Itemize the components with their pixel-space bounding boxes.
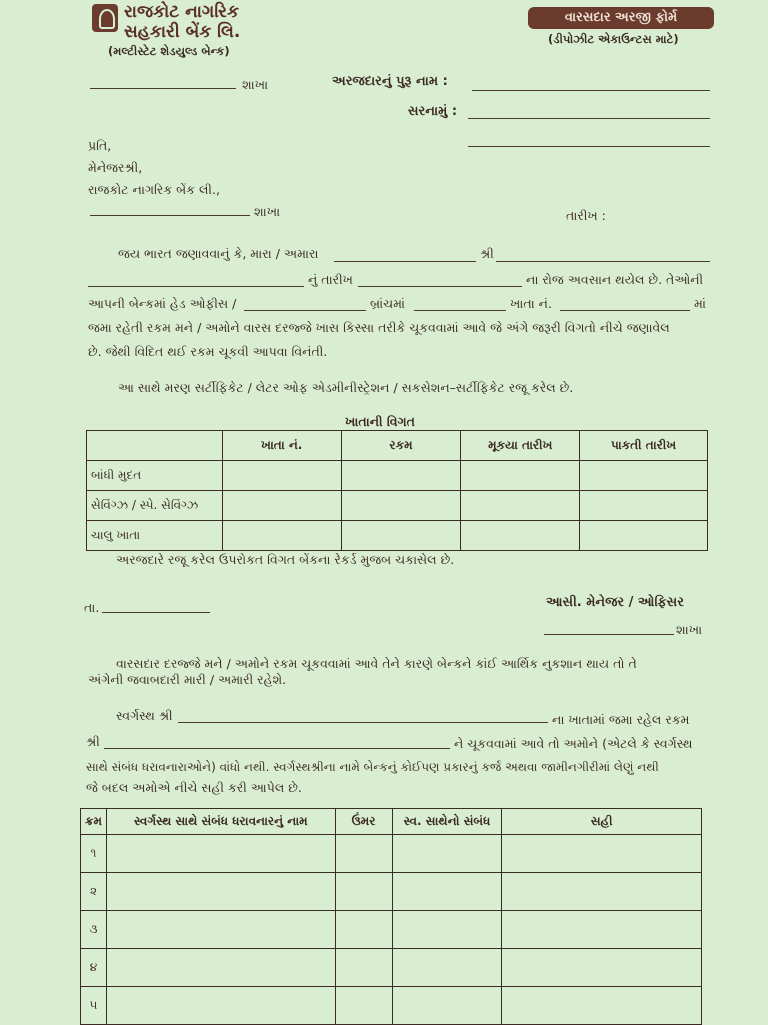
heirs-cell[interactable] — [392, 873, 502, 911]
deceased-name-field-2[interactable] — [88, 286, 304, 287]
address-label: સરનામું : — [408, 104, 458, 119]
heirs-cell[interactable] — [335, 873, 392, 911]
heirs-serial: ૧ — [81, 835, 107, 873]
officer-branch-label: શાખા — [676, 622, 703, 637]
bank-logo-icon — [92, 4, 118, 32]
heirs-serial: ૩ — [81, 911, 107, 949]
table-row — [87, 521, 708, 551]
account-cell[interactable] — [461, 461, 580, 491]
officer-label: આસી. મેનેજર / ઓફિસર — [546, 595, 684, 610]
account-row-label: બાંધી મુદત — [87, 461, 223, 491]
account-no-field[interactable] — [560, 310, 690, 311]
heirs-cell[interactable] — [335, 835, 392, 873]
relation-name-field[interactable] — [334, 261, 476, 262]
para1-d: ના રોજ અવસાન થયેલ છે. તેઓની — [526, 272, 704, 287]
payee-name-field[interactable] — [104, 748, 450, 749]
undertaking-line4-b: ને ચૂકવવામાં આવે તો અમોને (એટલે કે સ્વર્ગસ્થ — [454, 736, 693, 751]
account-cell[interactable] — [580, 521, 708, 551]
bank-subtitle: (મલ્ટીસ્ટેટ શેડયુલ્ડ બેન્ક) — [108, 44, 230, 58]
para1-e: આપની બેન્કમાં હેડ ઓફીસ / — [88, 296, 237, 311]
account-cell[interactable] — [580, 461, 708, 491]
heirs-cell[interactable] — [106, 987, 335, 1025]
head-office-field[interactable] — [244, 310, 366, 311]
table-row — [81, 949, 702, 987]
undertaking-line3-a: સ્વર્ગસ્થ શ્રી — [116, 708, 173, 723]
table-row — [81, 873, 702, 911]
heirs-th-relation: સ્વ. સાથેનો સંબંધ — [392, 809, 502, 835]
table-row — [87, 491, 708, 521]
heirs-th-name: સ્વર્ગસ્થ સાથે સંબંધ ધરાવનારનું નામ — [106, 809, 335, 835]
account-table-caption: ખાતાની વિગત — [345, 414, 415, 429]
para1-c: નું તારીખ — [308, 272, 353, 287]
verify-date-label: તા. — [84, 600, 100, 615]
to-line1: પ્રતિ, — [88, 138, 112, 153]
account-cell[interactable] — [341, 461, 461, 491]
heirs-serial: ૪ — [81, 949, 107, 987]
account-cell[interactable] — [341, 491, 461, 521]
heirs-cell[interactable] — [502, 949, 702, 987]
to-branch-label: શાખા — [254, 204, 281, 219]
heirs-th-age: ઉંમર — [335, 809, 392, 835]
heirs-table — [80, 808, 702, 1025]
heirs-cell[interactable] — [106, 911, 335, 949]
account-row-label: સેવિંગ્ઝ / સ્પે. સેવિંગ્ઝ — [87, 491, 223, 521]
heirs-th-signature: સહી — [502, 809, 702, 835]
account-row-label: ચાલુ ખાતા — [87, 521, 223, 551]
verify-date-field[interactable] — [102, 612, 210, 613]
undertaking-line3-b: ના ખાતામાં જમા રહેલ રકમ — [552, 712, 690, 727]
account-cell[interactable] — [222, 461, 341, 491]
undertaking-line5: સાથે સંબંધ ધરાવનારાઓને) વાંધો નથી. સ્વર્ગસ્થશ્રીના નામે બેન્કનું કોઈપણ પ્રકારનું કર્જ અથવા જામીનગીરીમાં લેણું નથી — [86, 760, 659, 774]
account-th-deposit-date: મૂકયા તારીખ — [461, 431, 580, 461]
heirs-cell[interactable] — [106, 835, 335, 873]
address-field-line1[interactable] — [468, 118, 710, 119]
heirs-cell[interactable] — [502, 873, 702, 911]
account-th-number: ખાતા નં. — [222, 431, 341, 461]
undertaking-line1: વારસદાર દરજ્જે મને / અમોને રકમ ચૂકવવામાં આવે તેને કારણે બેન્કને કાંઈ આર્થિક નુકશાન થાય તો તે — [116, 656, 637, 671]
para1-a: જય ભારત જણાવવાનું કે, મારા / અમારા — [118, 246, 319, 261]
branch-label-top: શાખા — [242, 77, 269, 92]
deceased-name-field[interactable] — [496, 261, 710, 262]
form-title: વારસદાર અરજી ફોર્મ — [528, 7, 714, 29]
branch-line-top[interactable] — [90, 88, 236, 89]
officer-branch-field[interactable] — [544, 634, 674, 635]
table-row — [87, 461, 708, 491]
heirs-cell[interactable] — [392, 911, 502, 949]
deceased-name-field-3[interactable] — [178, 722, 548, 723]
table-row — [81, 911, 702, 949]
undertaking-line6: જે બદલ અમોએ નીચે સહી કરી આપેલ છે. — [86, 780, 302, 795]
account-cell[interactable] — [461, 521, 580, 551]
heirs-serial: ૫ — [81, 987, 107, 1025]
heirs-cell[interactable] — [392, 949, 502, 987]
heirs-cell[interactable] — [392, 987, 502, 1025]
para1-b: શ્રી — [480, 246, 494, 261]
applicant-name-label: અરજદારનું પુરૂ નામ : — [332, 74, 448, 89]
table-row — [81, 987, 702, 1025]
heirs-cell[interactable] — [335, 949, 392, 987]
account-th-blank — [87, 431, 223, 461]
para1-f: બ્રાંચમાં — [370, 296, 405, 311]
applicant-name-field[interactable] — [472, 90, 710, 91]
undertaking-line2: અંગેની જવાબદારી મારી / અમારી રહેશે. — [88, 672, 287, 687]
para1-h: માં — [694, 296, 706, 311]
undertaking-line4-a: શ્રી — [86, 734, 100, 749]
account-cell[interactable] — [222, 491, 341, 521]
to-branch-field[interactable] — [90, 215, 250, 216]
branch-name-field[interactable] — [414, 310, 506, 311]
account-cell[interactable] — [222, 521, 341, 551]
heirs-cell[interactable] — [106, 873, 335, 911]
bank-name-line1: રાજકોટ નાગરિક — [124, 2, 239, 22]
to-line3: રાજકોટ નાગરિક બેંક લી., — [88, 182, 220, 197]
account-th-maturity-date: પાકતી તારીખ — [580, 431, 708, 461]
bank-name-line2: સહકારી બેંક લિ. — [124, 22, 241, 42]
table-row — [81, 835, 702, 873]
account-cell[interactable] — [341, 521, 461, 551]
heirs-cell[interactable] — [502, 835, 702, 873]
heirs-cell[interactable] — [392, 835, 502, 873]
heirs-cell[interactable] — [335, 987, 392, 1025]
heirs-cell[interactable] — [335, 911, 392, 949]
para1-g: ખાતા નં. — [510, 296, 552, 311]
heirs-cell[interactable] — [106, 949, 335, 987]
para1-i: જમા રહેતી રકમ મને / અમોને વારસ દરજ્જે ખાસ કિસ્સા તરીકે ચૂકવવામાં આવે જે અંગે જરૂરી વિગતો નીચે જણાવેલ — [88, 320, 670, 335]
para1-j: છે. જેથી વિદિત થઈ રકમ ચૂકવી આપવા વિનંતી. — [88, 344, 328, 359]
account-table — [86, 430, 708, 551]
account-cell[interactable] — [461, 491, 580, 521]
heirs-cell[interactable] — [502, 987, 702, 1025]
address-field-line2[interactable] — [468, 146, 710, 147]
account-th-amount: રકમ — [341, 431, 461, 461]
verify-text: અરજદારે રજૂ કરેલ ઉપરોકત વિગત બેંકના રેકર્ડ મુજબ ચકાસેલ છે. — [116, 552, 455, 567]
date-label: તારીખ : — [566, 208, 606, 223]
form-subtitle: (ડીપોઝીટ એકાઉન્ટસ માટે) — [548, 32, 679, 46]
para2: આ સાથે મરણ સર્ટીફિકેટ / લેટર ઓફ એડમીનીસ્ટ્રેશન / સકસેશન–સર્ટીફિકેટ રજૂ કરેલ છે. — [118, 380, 574, 395]
to-line2: મેનેજરશ્રી, — [88, 160, 143, 175]
heirs-cell[interactable] — [502, 911, 702, 949]
heirs-th-serial: ક્રમ — [81, 809, 107, 835]
heirs-serial: ૨ — [81, 873, 107, 911]
account-cell[interactable] — [580, 491, 708, 521]
death-date-field[interactable] — [358, 286, 522, 287]
